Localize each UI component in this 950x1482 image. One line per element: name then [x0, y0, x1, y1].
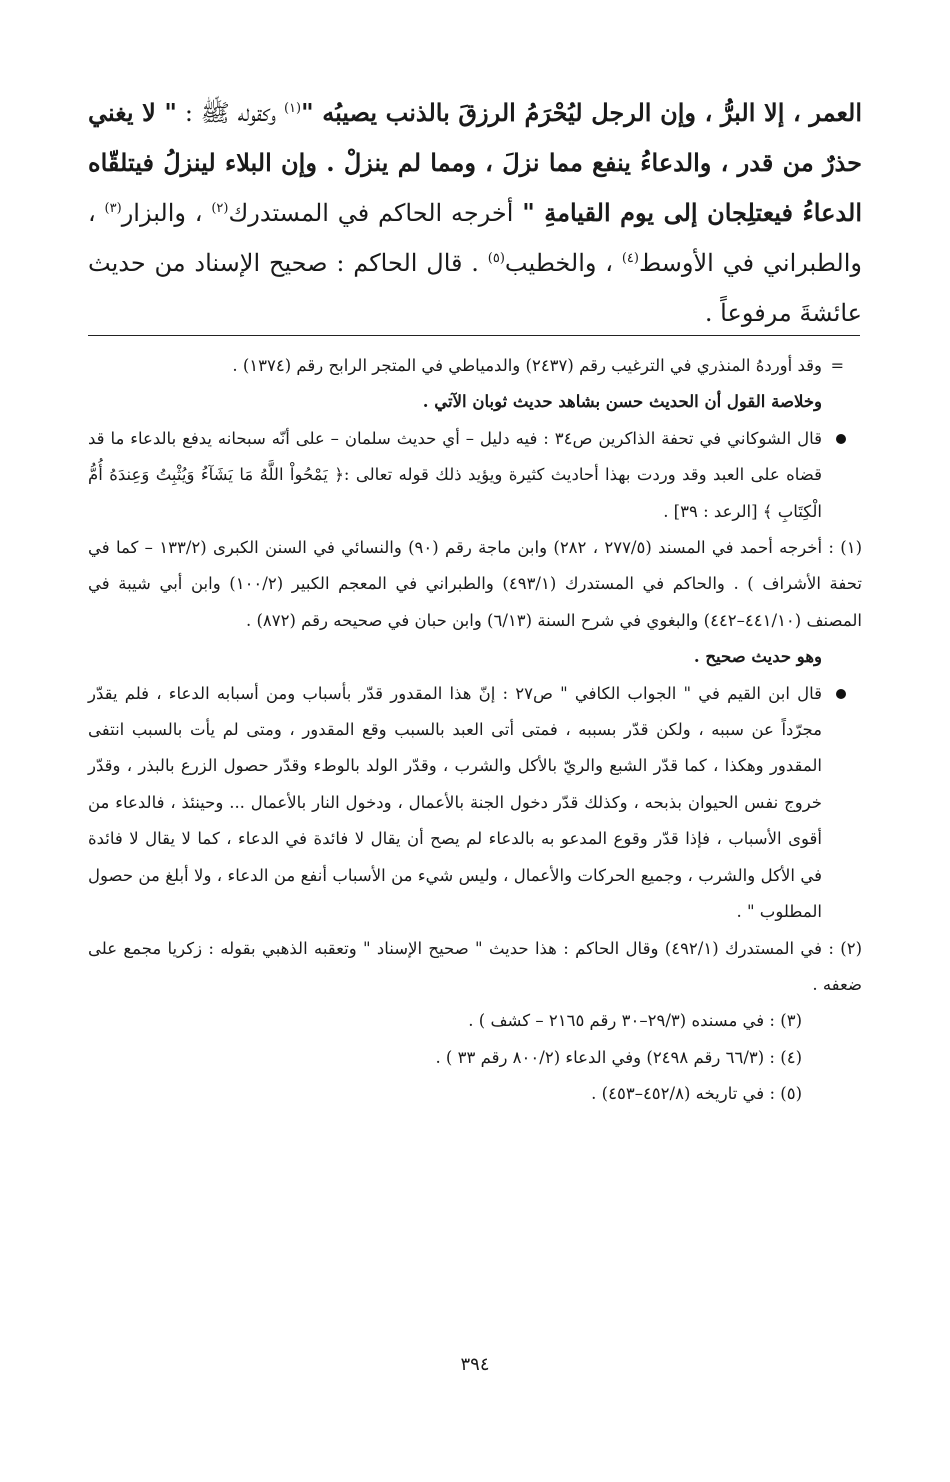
conclusion-note: وخلاصة القول أن الحديث حسن بشاهد حديث ثوبان الآتي .	[422, 392, 822, 412]
continuation-note	[88, 348, 862, 384]
ibn-qayyim-text: قال ابن القيم في " الجواب الكافي " ص٢٧ : إنّ هذا المقدور قدّر بأسباب ومن أسبابه الدعاء ، فلم يقدّر مجرّداً عن سببه ، ولكن قدّر بسببه ، فمتى أتى العبد بالسبب وقع المقدور ، ومتى لم يأت بالسبب انتفى المقدور وهكذا ، كما قدّر الشبع والريّ بالأكل والشرب ، وقدّر الولد بالوطء وقدّر حصول الزرع بالبذر ، وقدّر خروج نفس الحيوان بذبحه ، وكذلك قدّر دخول الجنة بالأعمال ، ودخول النار بالأعمال ... وحينئذ ، فالدعاء من أقوى الأسباب ، فإذا قدّر وقوع المدعو به بالدعاء لم يصح أن يقال لا فائدة في الدعاء ، كما لا يقال لا فائدة في الأكل والشرب ، وجميع الحركات والأعمال ، وليس شيء من الأسباب أنفع من الدعاء ، ولا أبلغ من حصول المطلوب " .	[88, 683, 822, 922]
footnotes	[88, 348, 862, 1113]
main-text	[88, 88, 862, 338]
main-text-run: أخرجه الحاكم في المستدرك	[228, 199, 523, 227]
footnote-ref-1: (١)	[283, 101, 302, 116]
footnote-4: (٤) : (٦٦/٣ رقم ٢٤٩٨) وفي الدعاء (٨٠٠/٢ رقم ٣٣ ) .	[435, 1047, 802, 1067]
bullet-icon	[836, 689, 846, 699]
footnote-5: (٥) : في تاريخه (٤٥٢/٨–٤٥٣) .	[591, 1084, 802, 1104]
footnote-separator	[88, 335, 860, 336]
footnote-ref-2: (٢)	[211, 201, 229, 216]
main-text-run: ، والطبراني في الأوسط	[88, 199, 862, 277]
hadith-text: العمر ، إلا البرُّ ، وإن الرجل ليُحْرَمُ الرزقَ بالذنب يصيبُه "	[301, 98, 863, 127]
bullet-icon	[836, 434, 846, 444]
footnote-1-verdict: وهو حديث صحيح .	[693, 647, 822, 667]
main-text-run: ، والخطيب	[504, 249, 622, 277]
main-text-run: . قال الحاكم : صحيح الإسناد من حديث عائشةَ مرفوعاً .	[88, 249, 862, 327]
hadith-text: " لا يغني حذرٌ من قدر ، والدعاءُ ينفع مما نزلَ ، ومما لم ينزلْ . وإن البلاء لينزلُ فيتلقّاه الدعاءُ فيعتلِجان إلى يوم القيامةِ "	[88, 98, 862, 227]
continuation-text: وقد أوردهُ المنذري في الترغيب رقم (٢٤٣٧) والدمياطي في المتجر الرابح رقم (١٣٧٤) .	[232, 356, 822, 375]
main-text-run: وكقوله ﷺ :	[176, 99, 284, 127]
footnote-ref-4: (٤)	[621, 251, 639, 266]
shawkani-text: قال الشوكاني في تحفة الذاكرين ص٣٤ : فيه دليل – أي حديث سلمان – على أنّه سبحانه يدفع بالدعاء ما قد قضاه على العبد وقد وردت بهذا أحاديث كثيرة ويؤيد ذلك قوله تعالى :﴿ يَمْحُواْ اللَّهُ مَا يَشَآءُ وَيُثْبِتُ وَعِندَهُ أُمُّ الْكِتَابِ ﴾ [الرعد : ٣٩] .	[88, 428, 822, 521]
footnote-ref-5: (٥)	[487, 251, 505, 266]
footnote-2: (٢) : في المستدرك (٤٩٢/١) وقال الحاكم : هذا حديث " صحيح الإسناد " وتعقبه الذهبي بقوله : زكريا مجمع على ضعفه .	[88, 938, 862, 994]
footnote-3: (٣) : في مسنده (٢٩/٣–٣٠ رقم ٢١٦٥ – كشف ) .	[468, 1011, 802, 1031]
main-paragraph	[88, 88, 862, 338]
page-number: ٣٩٤	[460, 1354, 490, 1375]
main-text-run: ، والبزار	[121, 199, 212, 227]
footnote-1: (١) : أخرجه أحمد في المسند (٢٧٧/٥ ، ٢٨٢) وابن ماجة رقم (٩٠) والنسائي في السنن الكبرى (١٣٣/٢ – كما في تحفة الأشراف ) . والحاكم في المستدرك (٤٩٣/١) والطبراني في المعجم الكبير (١٠٠/٢) وابن أبي شيبة في المصنف (٤٤١/١٠–٤٤٢) والبغوي في شرح السنة (٦/١٣) وابن حبان في صحيحه رقم (٨٧٢) .	[88, 538, 862, 630]
ibn-qayyim-note	[88, 676, 862, 931]
footnote-ref-3: (٣)	[104, 201, 122, 216]
shawkani-note	[88, 421, 862, 530]
continuation-mark: =	[830, 356, 844, 375]
